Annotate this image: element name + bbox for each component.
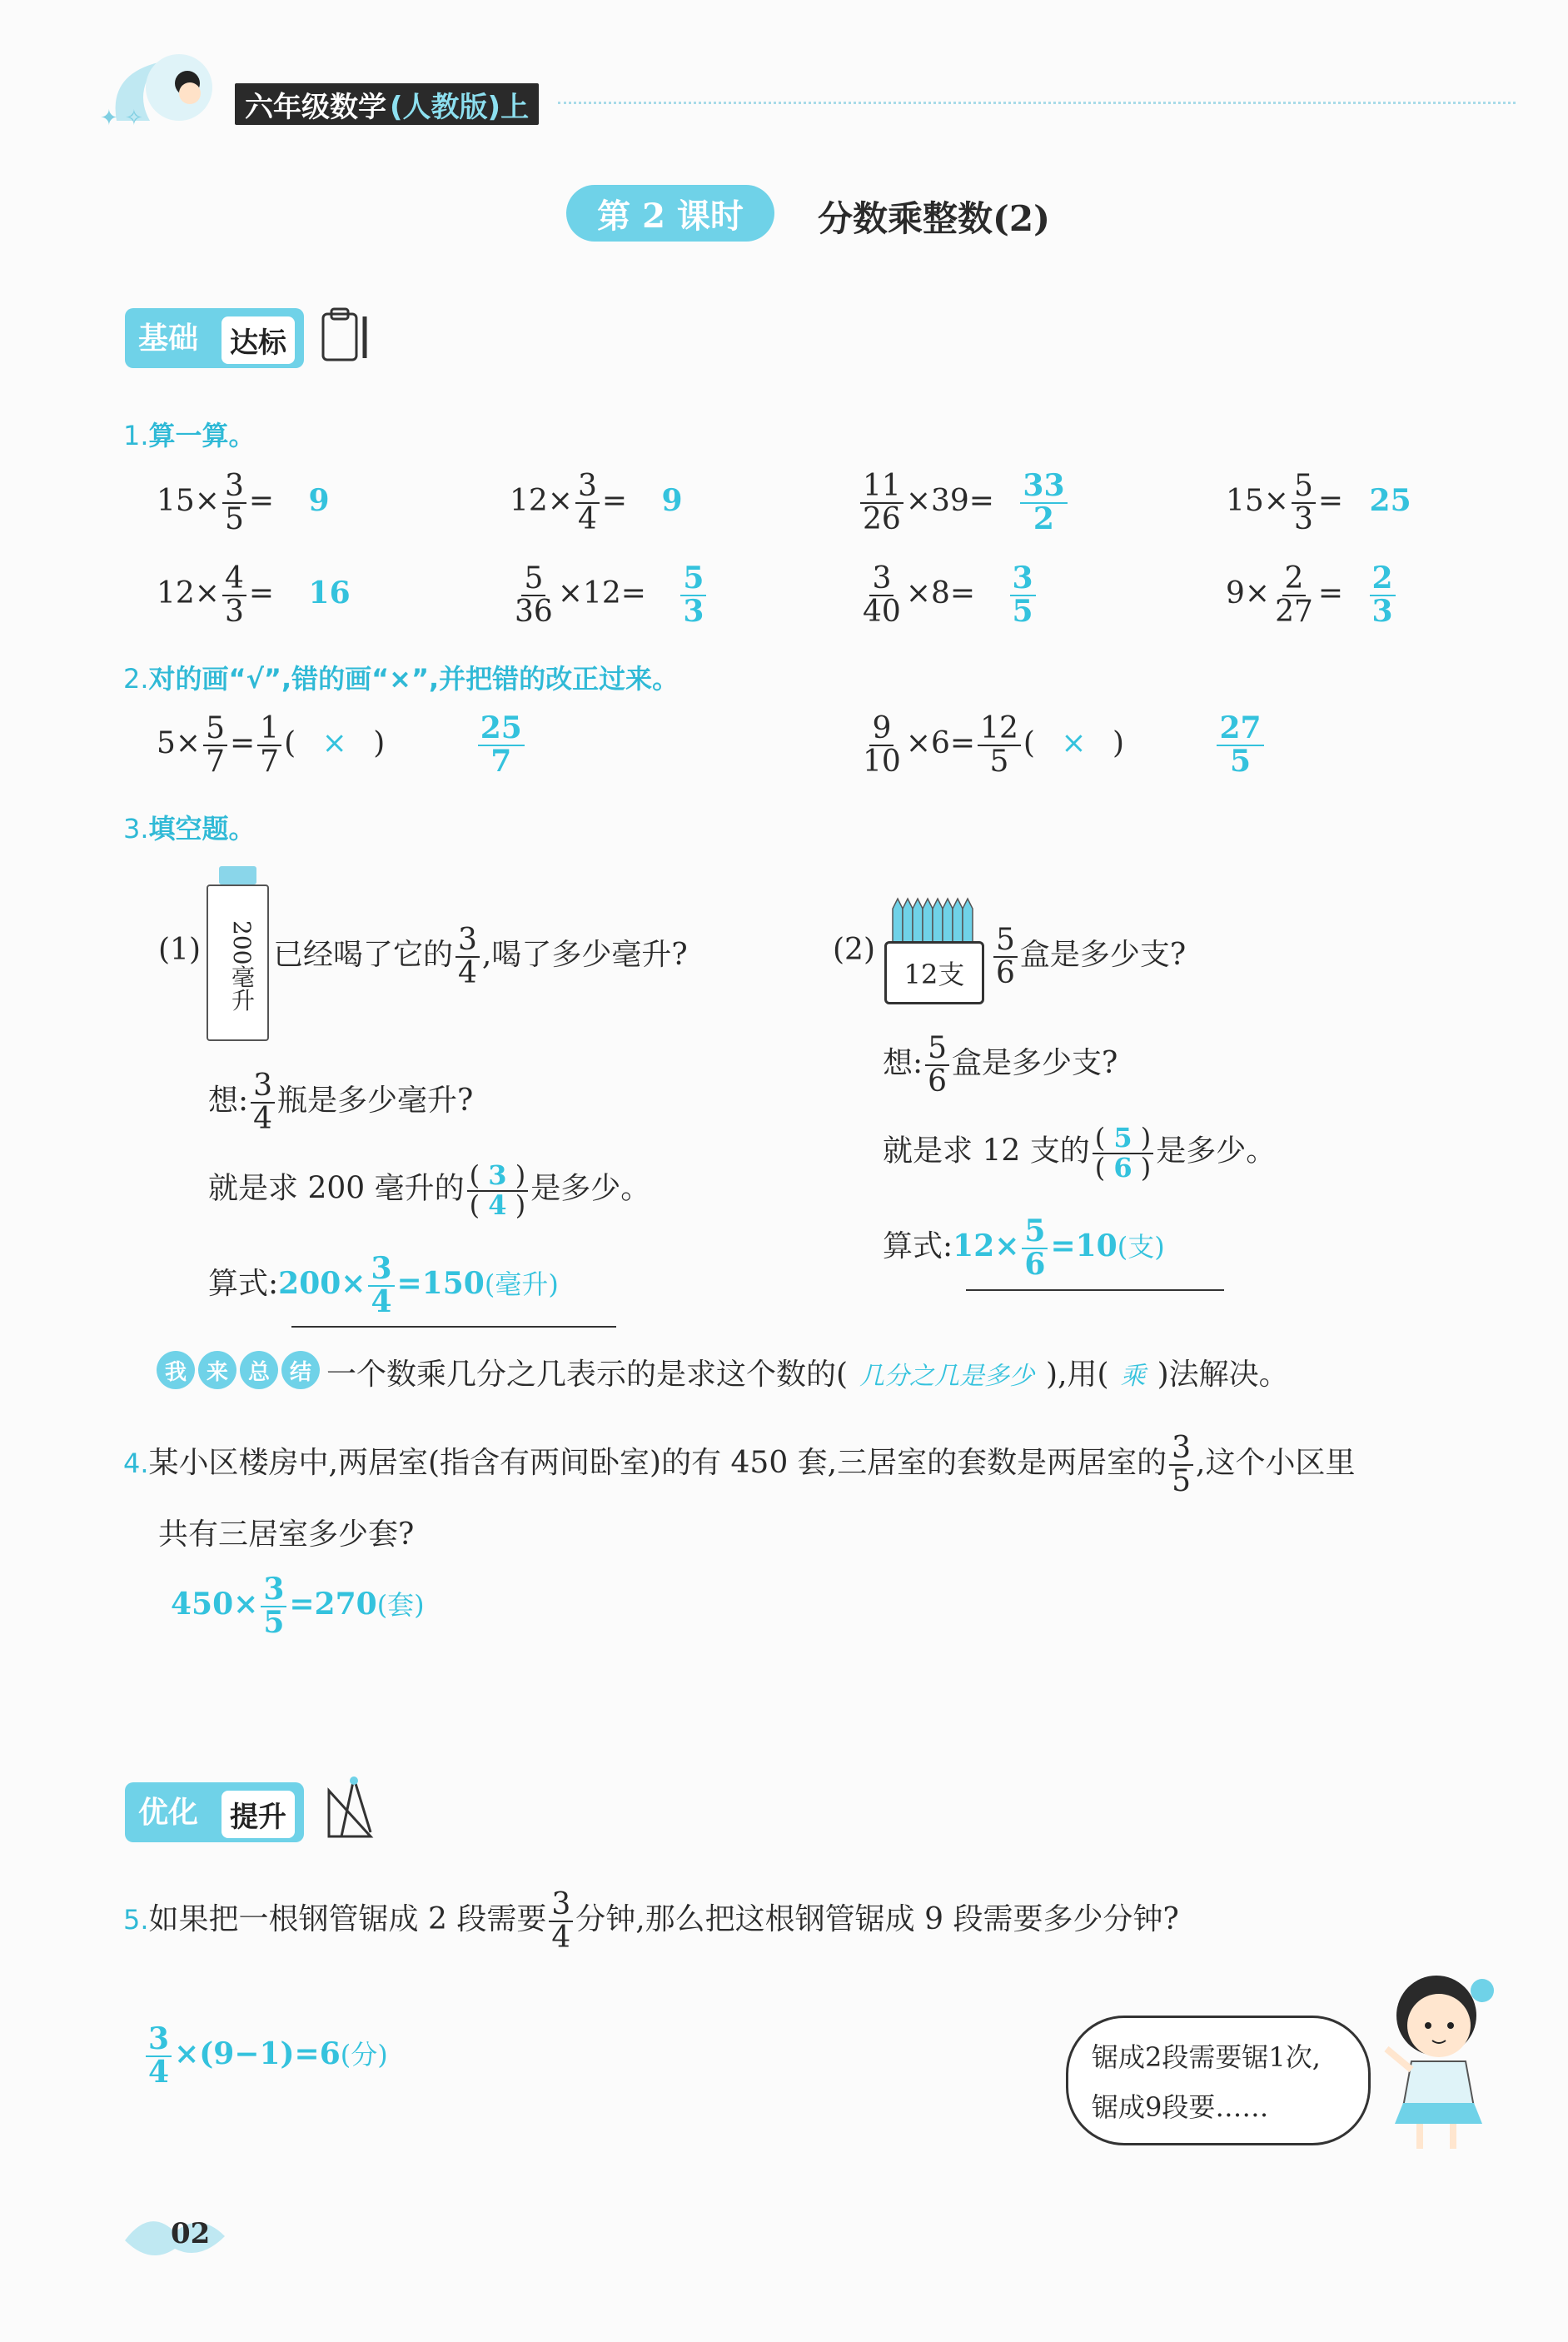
q3-p1-ask: 就是求 200 毫升的 $\frac{( 3 )}{( 4 )}$ 是多少。 xyxy=(208,1159,651,1221)
judgement-mark: × xyxy=(1061,725,1087,760)
fraction: $\frac{5}{3}$ xyxy=(1292,471,1316,536)
book-title: 六年级数学 xyxy=(245,90,386,124)
answer-fraction: $\frac{2}{3}$ xyxy=(1370,563,1396,628)
fraction: $\frac{4}{3}$ xyxy=(222,563,246,628)
fraction: $\frac{3}{4}$ xyxy=(549,1889,573,1954)
fraction: $\frac{5}{7}$ xyxy=(203,713,227,778)
header-decoration xyxy=(100,42,233,133)
book-edition: (人教版)上 xyxy=(390,90,530,124)
q1-item-2: 12× $\frac{3}{4}$ = 9 xyxy=(510,469,683,536)
q3-p2-answer-line xyxy=(966,1289,1224,1291)
q4-answer: 450× $\frac{3}{5}$ =270(套) xyxy=(171,1572,425,1640)
answer-fraction: $\frac{5}{3}$ xyxy=(680,563,706,628)
summary-bubbles: 我 来 总 结 xyxy=(157,1351,320,1389)
ruler-compass-icon xyxy=(325,1774,383,1844)
fraction: $\frac{3}{5}$ xyxy=(1169,1433,1193,1497)
lesson-title: 分数乘整数(2) xyxy=(818,198,1050,239)
q2-heading: 2.对的画“√”,错的画“×”,并把错的改正过来。 xyxy=(123,663,679,695)
q1-item-3: $\frac{11}{26}$ ×39= $\frac{33}{2}$ xyxy=(858,471,1070,536)
fraction: $\frac{1}{7}$ xyxy=(257,713,281,778)
answer: 16 xyxy=(308,575,351,610)
svg-text:✦ ✧: ✦ ✧ xyxy=(100,106,143,131)
page-number: 02 xyxy=(171,2217,211,2250)
summary-blank-2[interactable]: 乘 xyxy=(1120,1362,1146,1391)
q3-p1-formula: 算式:200× $\frac{3}{4}$ =150(毫升) xyxy=(208,1251,559,1319)
q3-p2-formula: 算式:12× $\frac{5}{6}$ =10(支) xyxy=(883,1213,1165,1282)
book-title-bar xyxy=(235,83,539,125)
bottle-label: 200毫升 xyxy=(228,920,256,1012)
q2-item-1: 5× $\frac{5}{7}$ = $\frac{1}{7}$ ( × ) $\frac{25}{7}$ xyxy=(157,713,527,778)
fill-blank-fraction[interactable]: $\frac{( 3 )}{( 4 )}$ xyxy=(467,1162,529,1219)
q1-item-8: 9× $\frac{2}{27}$ = $\frac{2}{3}$ xyxy=(1226,563,1398,628)
q3-p1-label: (1) xyxy=(158,933,201,967)
q4-line1: 4.某小区楼房中,两居室(指含有两间卧室)的有 450 套,三居室的套数是两居室的 $\frac{3}{5}$ ,这个小区里 xyxy=(123,1431,1356,1498)
fraction: $\frac{9}{10}$ xyxy=(863,711,901,779)
fraction: $\frac{3}{5}$ xyxy=(261,1574,286,1639)
fraction: $\frac{3}{4}$ xyxy=(146,2024,172,2089)
fraction: $\frac{3}{40}$ xyxy=(863,561,901,629)
correction-fraction: $\frac{25}{7}$ xyxy=(478,713,525,778)
fraction: $\frac{5}{36}$ xyxy=(515,561,553,629)
fraction: $\frac{3}{4}$ xyxy=(368,1253,394,1318)
q4-line2: 共有三居室多少套? xyxy=(158,1517,415,1552)
q3-heading: 3.填空题。 xyxy=(123,813,256,845)
fraction: $\frac{3}{5}$ xyxy=(222,471,246,536)
hint-line-2: 锯成9段要…… xyxy=(1092,2091,1269,2123)
correction-fraction: $\frac{27}{5}$ xyxy=(1217,713,1263,778)
answer: 9 xyxy=(308,482,330,518)
q3-p2-think: 想: $\frac{5}{6}$ 盒是多少支? xyxy=(883,1031,1118,1099)
box-label: 12支 xyxy=(903,959,965,990)
q2-item-2: $\frac{9}{10}$ ×6= $\frac{12}{5}$ ( × ) $\frac{27}{5}$ xyxy=(858,713,1267,778)
q5-answer: $\frac{3}{4}$ ×(9−1)=6(分) xyxy=(143,2024,388,2089)
section-tag-basic: 基础 达标 xyxy=(125,308,304,368)
q1-item-6: $\frac{5}{36}$ ×12= $\frac{5}{3}$ xyxy=(510,563,709,628)
q3-p2-question: $\frac{5}{6}$ 盒是多少支? xyxy=(991,924,1186,989)
fraction: $\frac{5}{6}$ xyxy=(925,1033,949,1098)
fraction: $\frac{3}{4}$ xyxy=(575,471,600,536)
judgement-mark: × xyxy=(321,725,347,760)
section-tag-advanced: 优化 提升 xyxy=(125,1782,304,1842)
answer: 9 xyxy=(661,482,683,518)
hint-bubble xyxy=(1066,2016,1371,2145)
q3-p2-label: (2) xyxy=(833,933,875,967)
lesson-badge: 第 2 课时 xyxy=(566,185,774,242)
q1-item-7: $\frac{3}{40}$ ×8= $\frac{3}{5}$ xyxy=(858,563,1038,628)
answer-fraction: $\frac{3}{5}$ xyxy=(1010,563,1036,628)
q1-item-5: 12× $\frac{4}{3}$ = 16 xyxy=(157,561,351,629)
fraction: $\frac{3}{4}$ xyxy=(455,924,480,989)
answer-fraction: $\frac{33}{2}$ xyxy=(1020,471,1067,536)
q3-p2-ask: 就是求 12 支的 $\frac{( 5 )}{( 6 )}$ 是多少。 xyxy=(883,1122,1277,1183)
fraction: $\frac{3}{4}$ xyxy=(251,1070,275,1135)
fraction: $\frac{5}{6}$ xyxy=(1022,1216,1048,1281)
q1-heading: 1.算一算。 xyxy=(123,420,256,451)
fraction: $\frac{5}{6}$ xyxy=(993,924,1018,989)
q3-p1-think: 想: $\frac{3}{4}$ 瓶是多少毫升? xyxy=(208,1069,474,1136)
q3-p1-question: 已经喝了它的 $\frac{3}{4}$ ,喝了多少毫升? xyxy=(273,923,688,990)
clipboard-icon xyxy=(316,304,375,370)
answer: 25 xyxy=(1369,482,1411,518)
q1-item-1: 15× $\frac{3}{5}$ = 9 xyxy=(157,469,330,536)
pencil-box xyxy=(884,895,984,1004)
q1-item-4: 15× $\frac{5}{3}$ = 25 xyxy=(1226,469,1411,536)
hint-line-1: 锯成2段需要锯1次, xyxy=(1092,2041,1321,2073)
header-rule xyxy=(558,102,1516,104)
q3-p1-answer-line xyxy=(291,1326,616,1328)
fraction: $\frac{12}{5}$ xyxy=(978,713,1021,778)
fraction: $\frac{2}{27}$ xyxy=(1275,561,1313,629)
milk-bottle xyxy=(207,866,269,1041)
fraction: $\frac{11}{26}$ xyxy=(860,471,903,536)
summary-blank-1[interactable]: 几分之几是多少 xyxy=(859,1362,1035,1391)
q5-question: 5.如果把一根钢管锯成 2 段需要 $\frac{3}{4}$ 分钟,那么把这根钢管锯成 9 段需要多少分钟? xyxy=(123,1887,1179,1955)
fill-blank-fraction[interactable]: $\frac{( 5 )}{( 6 )}$ xyxy=(1093,1124,1154,1182)
girl-illustration xyxy=(1366,1966,1516,2160)
summary-text: 一个数乘几分之几表示的是求这个数的( 几分之几是多少 ),用( 乘 )法解决。 xyxy=(326,1358,1289,1392)
